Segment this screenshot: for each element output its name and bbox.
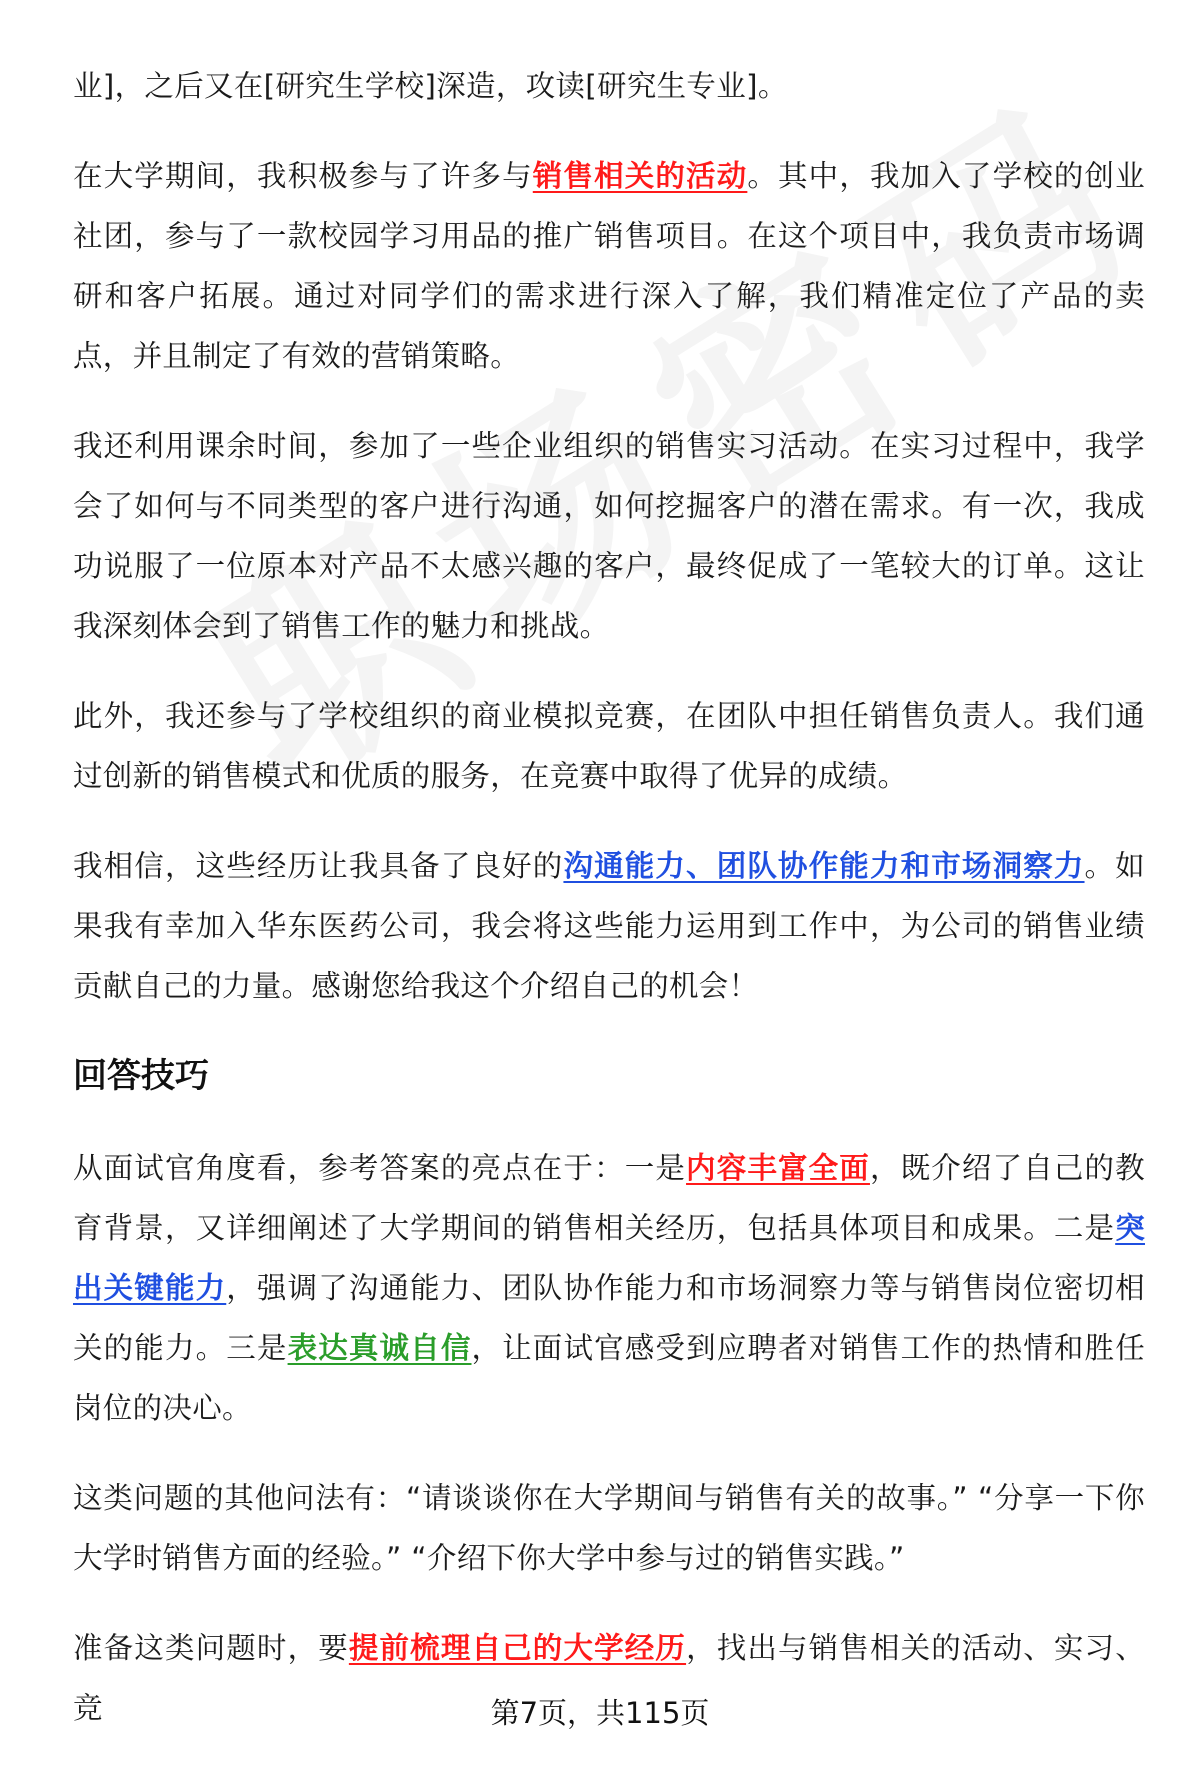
paragraph-internship: 我还利用课余时间，参加了一些企业组织的销售实习活动。在实习过程中，我学会了如何与不同类型的客户进行沟通，如何挖掘客户的潜在需求。有一次，我成功说服了一位原本对产品不太感兴趣的客户，最终促成了一笔较大的订单。这让我深刻体会到了销售工作的魅力和挑战。 [73,429,1145,643]
paragraph-preparation: 准备这类问题时，要提前梳理自己的大学经历，找出与销售相关的活动、实习、竞 [73,1631,1145,1725]
highlight-abilities: 沟通能力、团队协作能力和市场洞察力 [563,849,1085,883]
section-title: 回答技巧 [73,1056,209,1096]
highlight-key-abilities: 突出关键能力 [73,1211,1145,1305]
highlight-sales-activities: 销售相关的活动 [532,159,748,193]
paragraph-competition: 此外，我还参与了学校组织的商业模拟竞赛，在团队中担任销售负责人。我们通过创新的销售模式和优质的服务，在竞赛中取得了优异的成绩。 [73,699,1145,793]
paragraph-conclusion: 我相信，这些经历让我具备了良好的沟通能力、团队协作能力和市场洞察力。如果我有幸加入华东医药公司，我会将这些能力运用到工作中，为公司的销售业绩贡献自己的力量。感谢您给我这个介绍自己的机会！ [73,849,1145,1003]
paragraph-activities: 在大学期间，我积极参与了许多与销售相关的活动。其中，我加入了学校的创业社团，参与了一款校园学习用品的推广销售项目。在这个项目中，我负责市场调研和客户拓展。通过对同学们的需求进行深入了解，我们精准定位了产品的卖点，并且制定了有效的营销策略。 [73,159,1145,373]
page-number: 第7页，共115页 [490,1696,710,1730]
paragraph-tips: 从面试官角度看，参考答案的亮点在于：一是内容丰富全面，既介绍了自己的教育背景，又详细阐述了大学期间的销售相关经历，包括具体项目和成果。二是突出关键能力，强调了沟通能力、团队协作能力和市场洞察力等与销售岗位密切相关的能力。三是表达真诚自信，让面试官感受到应聘者对销售工作的热情和胜任岗位的决心。 [73,1151,1145,1425]
highlight-content-rich: 内容丰富全面 [686,1151,870,1185]
document-body [73,56,1145,1768]
highlight-review-experience: 提前梳理自己的大学经历 [348,1631,687,1665]
highlight-sincere: 表达真诚自信 [287,1331,472,1365]
paragraph-alt-questions: 这类问题的其他问法有：“请谈谈你在大学期间与销售有关的故事。” “分享一下你大学时销售方面的经验。” “介绍下你大学中参与过的销售实践。” [73,1481,1145,1575]
paragraph-education: 业]，之后又在[研究生学校]深造，攻读[研究生专业]。 [73,69,788,103]
